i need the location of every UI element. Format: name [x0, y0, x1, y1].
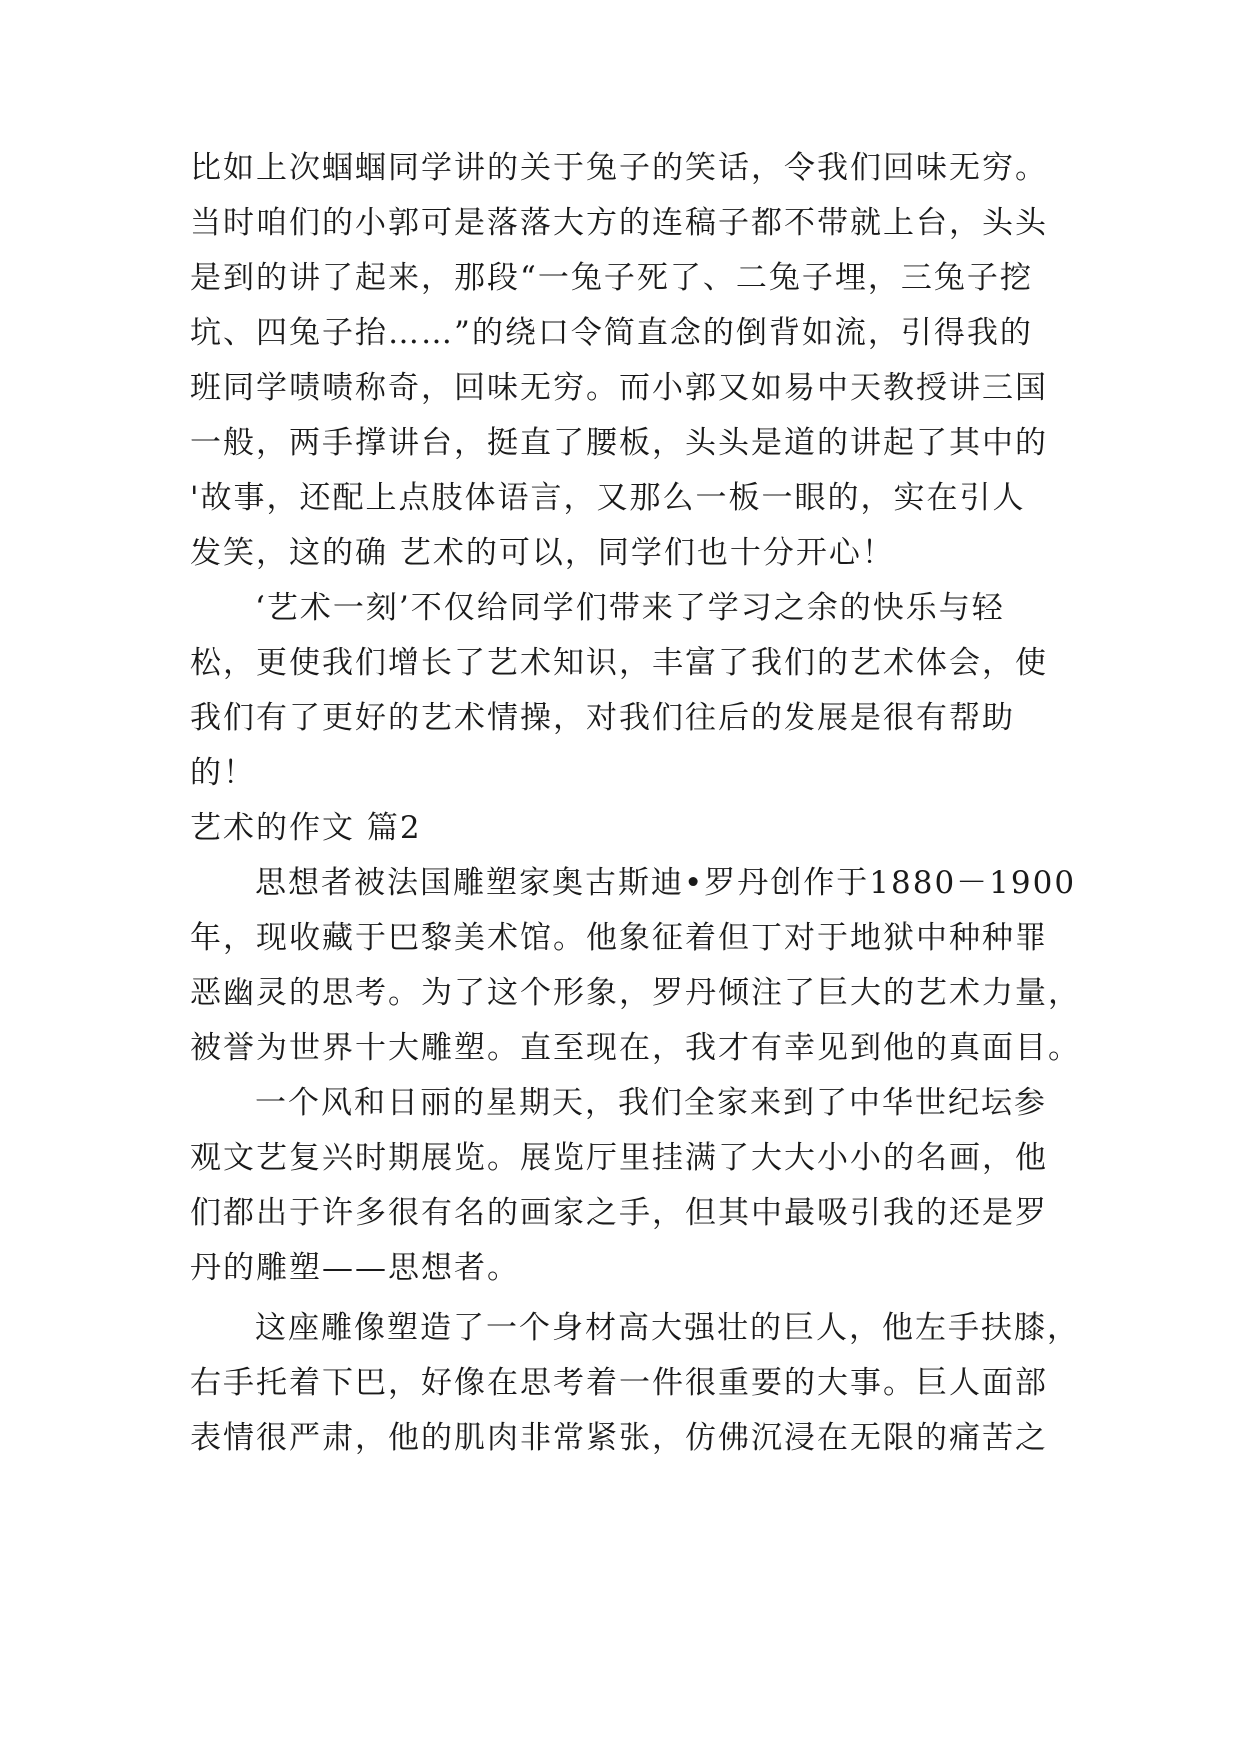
text-line: ‘艺术一刻’不仅给同学们带来了学习之余的快乐与轻 [255, 590, 1005, 626]
text-line: 右手托着下巴，好像在思考着一件很重要的大事。巨人面部 [190, 1365, 1048, 1401]
section-heading: 艺术的作文 篇2 [190, 810, 422, 846]
text-line: 坑、四兔子抬……”的绕口令简直念的倒背如流，引得我的 [190, 315, 1033, 351]
text-line: 被誉为世界十大雕塑。直至现在，我才有幸见到他的真面目。 [190, 1030, 1081, 1066]
text-line: 一个风和日丽的星期天，我们全家来到了中华世纪坛参 [255, 1085, 1047, 1121]
text-line: 们都出于许多很有名的画家之手，但其中最吸引我的还是罗 [190, 1195, 1048, 1231]
text-line: '故事，还配上点肢体语言，又那么一板一眼的，实在引人 [190, 480, 1026, 516]
text-line: 比如上次蝈蝈同学讲的关于兔子的笑话，令我们回味无穷。 [190, 150, 1048, 186]
text-line: 的！ [190, 755, 256, 791]
text-line: 一般，两手撑讲台，挺直了腰板，头头是道的讲起了其中的 [190, 425, 1048, 461]
text-line: 松，更使我们增长了艺术知识，丰富了我们的艺术体会，使 [190, 645, 1048, 681]
text-line: 思想者被法国雕塑家奥古斯迪•罗丹创作于1880－1900 [255, 865, 1077, 901]
text-line: 发笑，这的确 艺术的可以，同学们也十分开心！ [190, 535, 895, 571]
text-line: 当时咱们的小郭可是落落大方的连稿子都不带就上台，头头 [190, 205, 1048, 241]
text-line: 恶幽灵的思考。为了这个形象，罗丹倾注了巨大的艺术力量， [190, 975, 1081, 1011]
text-line: 年，现收藏于巴黎美术馆。他象征着但丁对于地狱中种种罪 [190, 920, 1048, 956]
text-line: 是到的讲了起来，那段“一兔子死了、二兔子埋，三兔子挖 [190, 260, 1033, 296]
text-line: 丹的雕塑——思想者。 [190, 1250, 520, 1286]
text-line: 观文艺复兴时期展览。展览厅里挂满了大大小小的名画，他 [190, 1140, 1048, 1176]
text-line: 班同学啧啧称奇，回味无穷。而小郭又如易中天教授讲三国 [190, 370, 1048, 406]
text-line: 表情很严肃，他的肌肉非常紧张，仿佛沉浸在无限的痛苦之 [190, 1420, 1048, 1456]
text-line: 这座雕像塑造了一个身材高大强壮的巨人，他左手扶膝， [255, 1310, 1080, 1346]
text-line: 我们有了更好的艺术情操，对我们往后的发展是很有帮助 [190, 700, 1015, 736]
